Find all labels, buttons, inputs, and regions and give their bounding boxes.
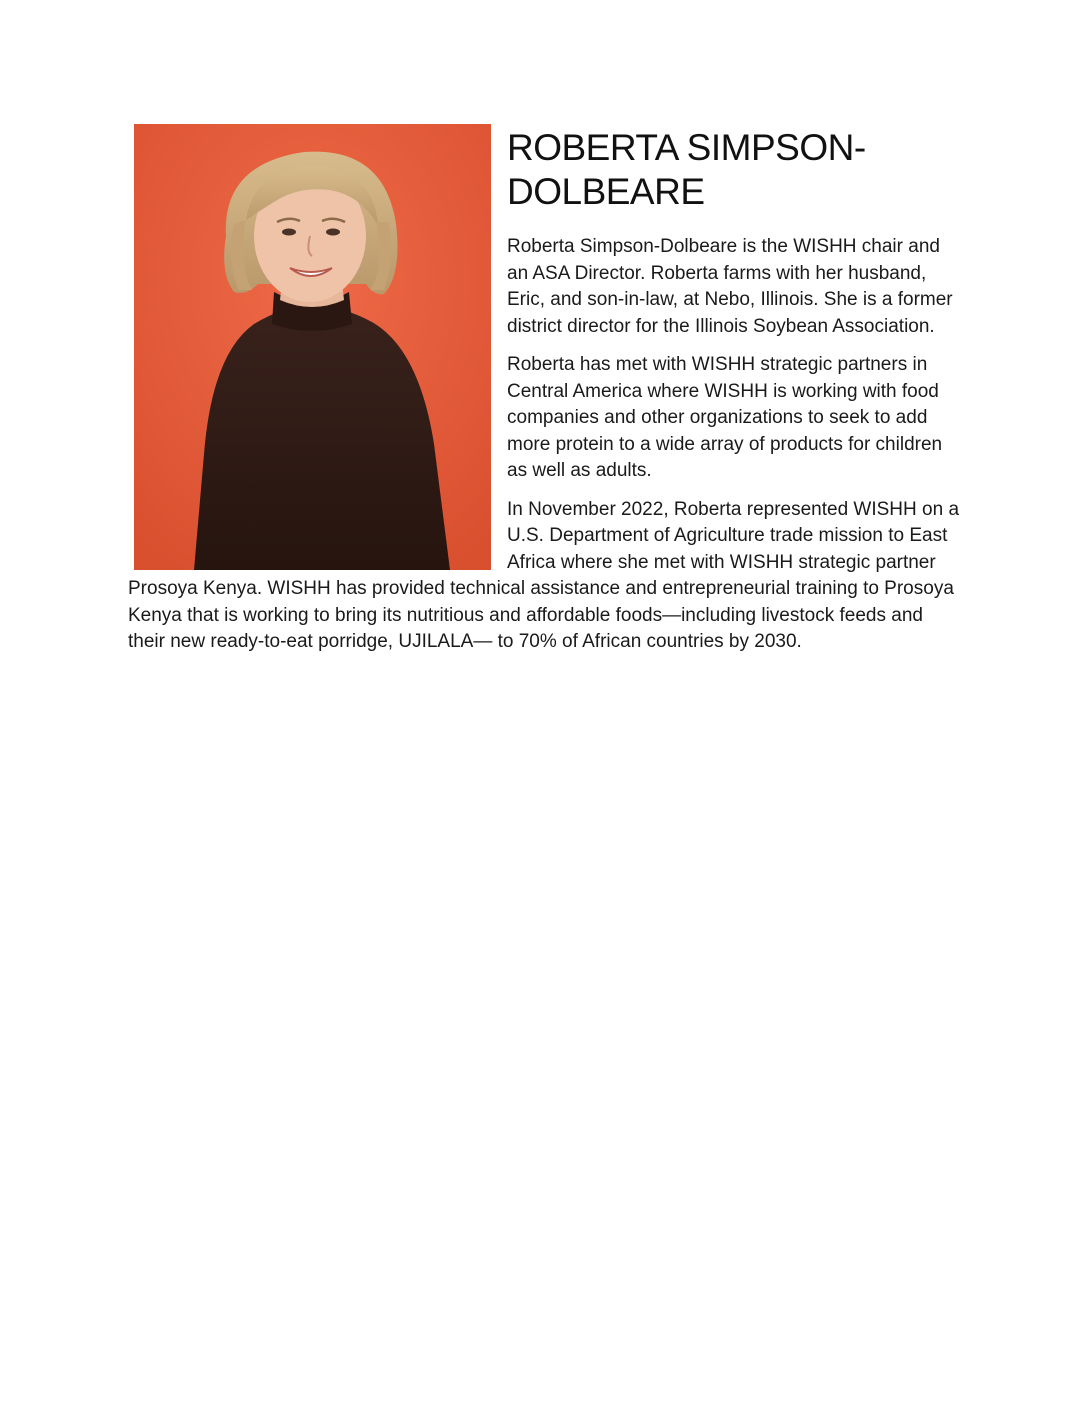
bio-paragraph-1: Roberta Simpson-Dolbeare is the WISHH chair and an ASA Director. Roberta farms with her husband, Eric, and son-in-law, at Nebo, Illinois. She is a former district director for the Illinois Soybean Association. bbox=[507, 236, 953, 337]
portrait-photo bbox=[134, 124, 491, 570]
bio-paragraph-2: Roberta has met with WISHH strategic partners in Central America where WISHH is working with food companies and other organizations to seek to add more protein to a wide array of products for children as well as adults. bbox=[507, 354, 943, 481]
title-line-2: DOLBEARE bbox=[507, 171, 705, 212]
bio-content bbox=[128, 124, 964, 668]
title-line-1: ROBERTA SIMPSON- bbox=[507, 127, 866, 168]
bio-paragraph-3: In November 2022, Roberta represented WISHH on a U.S. Department of Agriculture trade mission to East Africa where she met with WISHH strategic partner Prosoya Kenya. WISHH has provided technical assistance and entrepreneurial training to Prosoya Kenya that is working to bring its nutritious and affordable foods—including livestock feeds and their new ready-to-eat porridge, UJILALA— to 70% of African countries by 2030. bbox=[128, 498, 960, 652]
